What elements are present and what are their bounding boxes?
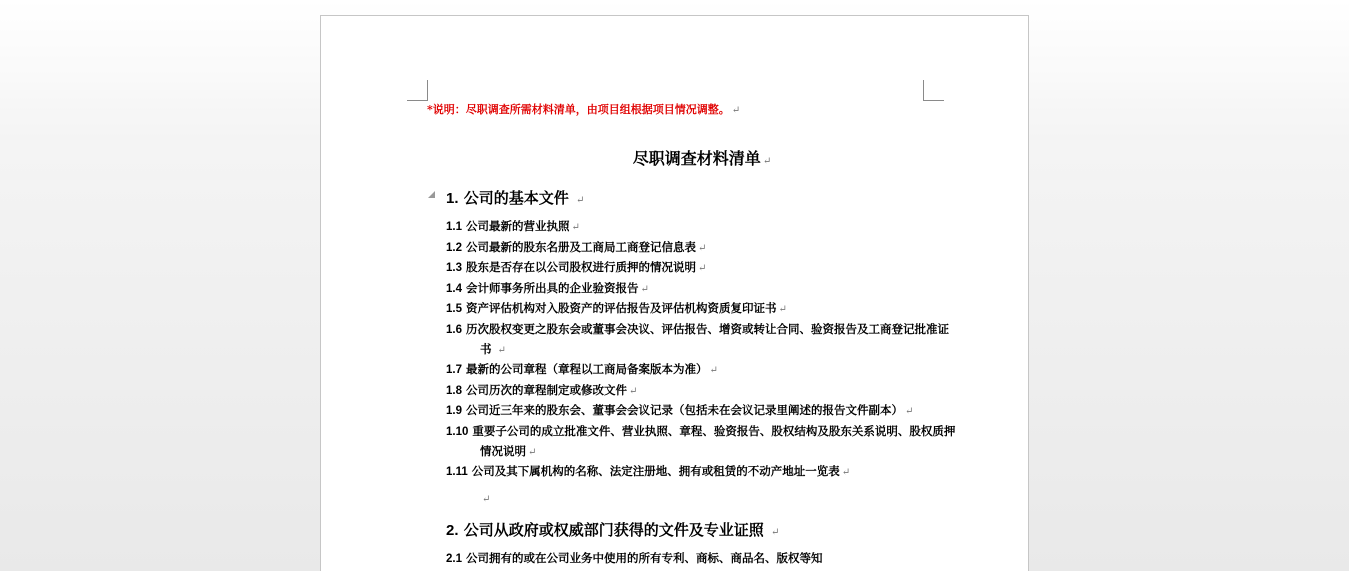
paragraph-mark-icon: ↵ <box>771 526 780 538</box>
paragraph-mark-icon: ↵ <box>698 263 707 275</box>
list-item: 1.9 公司近三年来的股东会、董事会会议记录（包括未在会议记录里阐述的报告文件副本） ↵ <box>446 403 914 418</box>
document-body[interactable] <box>427 102 956 568</box>
list-item: 1.1 公司最新的营业执照 ↵ <box>446 219 580 233</box>
paragraph-mark-icon: ↵ <box>698 242 707 254</box>
collapse-triangle-icon[interactable] <box>428 191 435 198</box>
list-item: 2.1 公司拥有的或在公司业务中使用的所有专利、商标、商品名、版权等知 <box>446 550 823 565</box>
list-item: 1.2 公司最新的股东名册及工商局工商登记信息表 ↵ <box>446 239 707 254</box>
list-item: 1.3 股东是否存在以公司股权进行质押的情况说明 ↵ <box>446 260 707 275</box>
paragraph-mark-icon: ↵ <box>709 365 718 377</box>
paragraph-mark-icon: ↵ <box>640 283 649 295</box>
list-item: 1.8 公司历次的章程制定或修改文件 ↵ <box>446 382 638 397</box>
paragraph-mark-icon: ↵ <box>576 195 585 206</box>
paragraph-mark-icon: ↵ <box>778 304 787 316</box>
section-heading-1: 1. 公司的基本文件 ↵ <box>446 188 927 211</box>
paragraph-mark-icon: ↵ <box>762 156 772 167</box>
paragraph-mark-icon: ↵ <box>731 105 741 116</box>
paragraph-mark-icon: ↵ <box>528 446 537 458</box>
list-item: 1.5 资产评估机构对入股资产的评估报告及评估机构资质复印证书 ↵ <box>446 301 787 316</box>
paragraph-mark-icon: ↵ <box>629 385 638 397</box>
paragraph-mark-icon: ↵ <box>905 406 914 418</box>
list-item: 1.4 会计师事务所出具的企业验资报告 ↵ <box>446 280 649 295</box>
list-item: 1.11 公司及其下属机构的名称、法定注册地、拥有或租赁的不动产地址一览表 ↵ <box>446 464 851 479</box>
red-note: *说明：尽职调查所需材料清单，由项目组根据项目情况调整。 ↵ <box>427 103 741 116</box>
crop-mark-top-right <box>923 80 944 101</box>
empty-paragraph <box>480 487 927 506</box>
list-item: 1.7 最新的公司章程（章程以工商局备案版本为准） ↵ <box>446 362 718 377</box>
list-item: 1.6 历次股权变更之股东会或董事会决议、评估报告、增资或转让合同、验资报告及工商登记批准证书 ↵ <box>446 321 950 356</box>
section-1-items <box>446 217 956 483</box>
paragraph-mark-icon: ↵ <box>497 344 506 356</box>
crop-mark-top-left <box>407 80 428 101</box>
section-2-items <box>446 549 927 569</box>
paragraph-mark-icon: ↵ <box>841 467 851 479</box>
section-heading-2: 2. 公司从政府或权威部门获得的文件及专业证照 ↵ <box>446 520 780 539</box>
paragraph-mark-icon: ↵ <box>571 222 580 233</box>
list-item: 1.10 重要子公司的成立批准文件、营业执照、章程、验资报告、股权结构及股东关系说明、股权质押情况说明 ↵ <box>446 423 956 458</box>
document-page <box>320 15 1029 571</box>
document-title: 尽职调查材料清单 ↵ <box>632 149 772 168</box>
paragraph-mark-icon: ↵ <box>482 493 491 505</box>
